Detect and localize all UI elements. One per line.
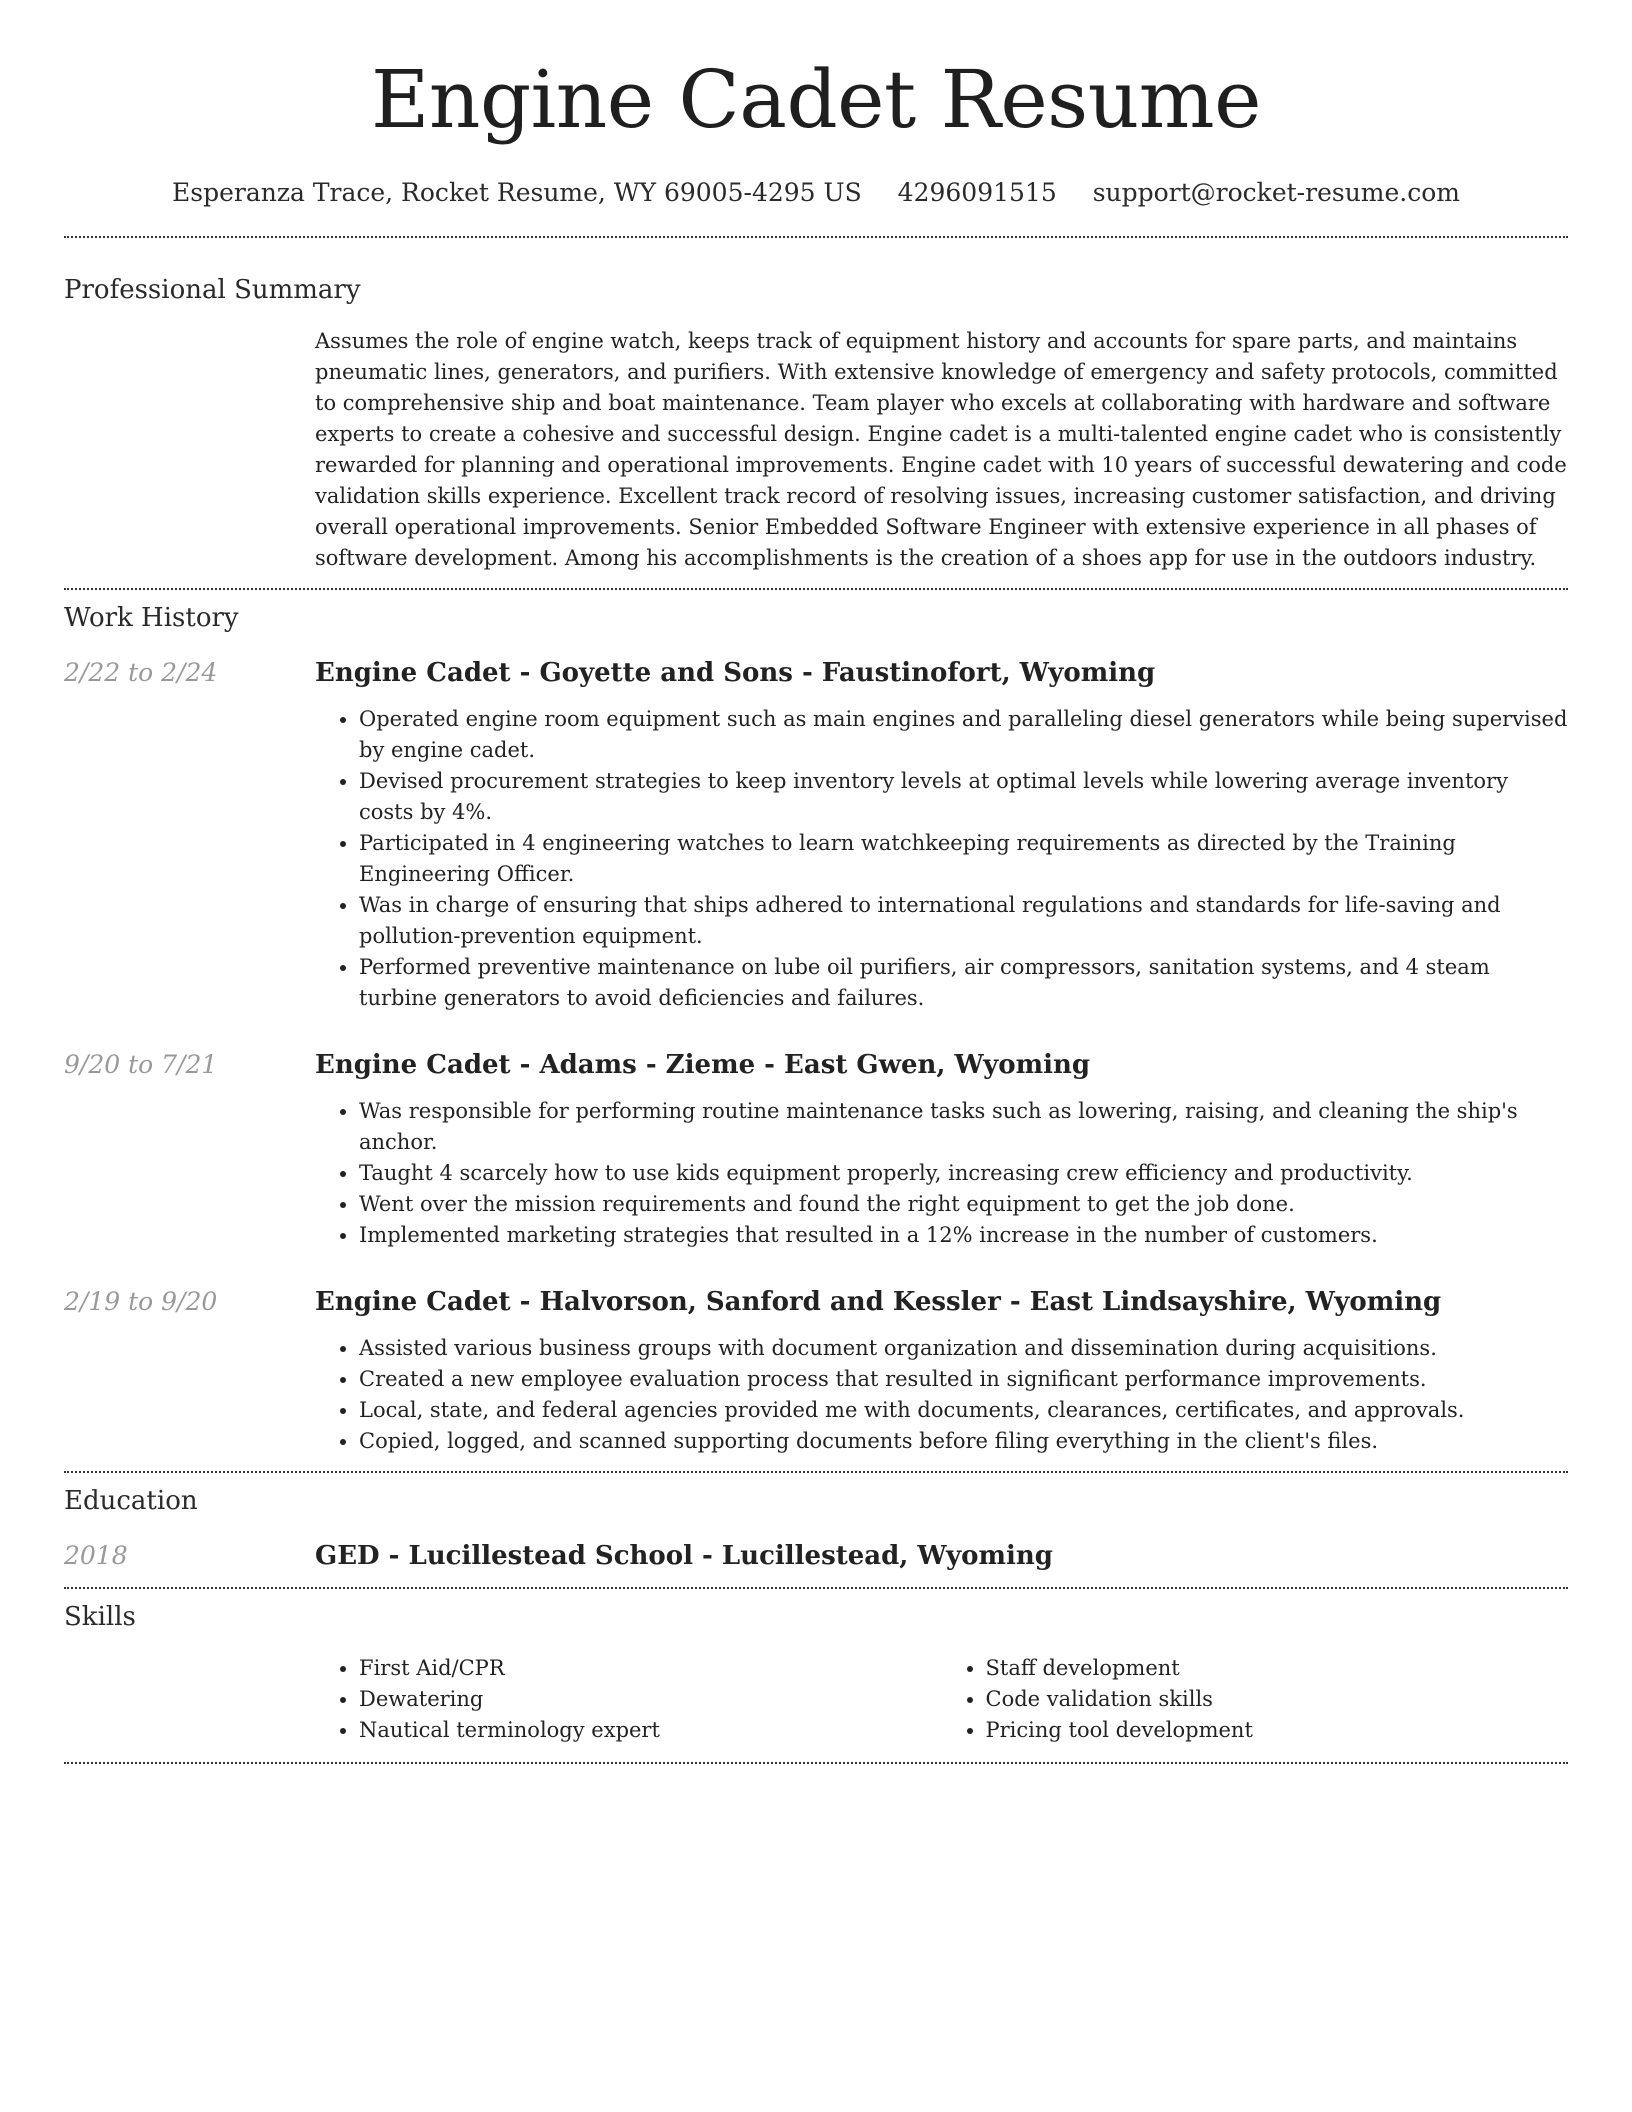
summary-text: Assumes the role of engine watch, keeps track of equipment history and accounts for spare parts, and maintains pneumatic lines, generators, and purifiers. With extensive knowledge of emergency and safety protocols, committed to comprehensive ship and boat maintenance. Team player who excels at collaborating with hardware and software experts to create a cohesive and successful design. Engine cadet is a multi-talented engine cadet who is consistently rewarded for planning and operational improvements. Engine cadet with 10 years of successful dewatering and code validation skills experience. Excellent track record of resolving issues, increasing customer satisfaction, and driving overall operational improvements. Senior Embedded Software Engineer with extensive experience in all phases of software development. Among his accomplishments is the creation of a shoes app for use in the outdoors industry. — [315, 329, 1567, 570]
list-item: • Was in charge of ensuring that ships adhered to international regulations and standards for life-saving and pollution-prevention equipment. — [359, 890, 1568, 952]
education-heading: Education — [64, 1486, 198, 1516]
list-item: • Went over the mission requirements and found the right equipment to get the job done. — [359, 1189, 1568, 1220]
list-item: • Created a new employee evaluation process that resulted in significant performance improvements. — [359, 1364, 1568, 1395]
job-bullets — [315, 1096, 1568, 1251]
education-title: GED - Lucillestead School - Lucillestead, Wyoming — [315, 1541, 1053, 1571]
skills-section — [64, 1589, 1568, 1746]
list-item: • Local, state, and federal agencies provided me with documents, clearances, certificates, and approvals. — [359, 1395, 1568, 1426]
skill-item: • Nautical terminology expert — [359, 1715, 942, 1746]
job-dates: 2/22 to 2/24 — [64, 658, 218, 687]
summary-section — [64, 238, 1568, 574]
skill-item: • First Aid/CPR — [359, 1653, 942, 1684]
job-bullets — [315, 704, 1568, 1014]
skill-item: • Pricing tool development — [986, 1715, 1569, 1746]
resume-header — [64, 0, 1568, 210]
skills-heading: Skills — [64, 1602, 136, 1632]
work-history-section — [64, 590, 1568, 1457]
job-entry — [64, 1285, 1568, 1457]
job-dates: 2/19 to 9/20 — [64, 1287, 218, 1316]
contact-line — [64, 176, 1568, 210]
list-item: • Assisted various business groups with document organization and dissemination during acquisitions. — [359, 1333, 1568, 1364]
list-item: • Was responsible for performing routine maintenance tasks such as lowering, raising, and cleaning the ship's anchor. — [359, 1096, 1568, 1158]
job-title: Engine Cadet - Halvorson, Sanford and Kessler - East Lindsayshire, Wyoming — [315, 1287, 1442, 1317]
skills-grid — [315, 1653, 1568, 1746]
job-bullets — [315, 1333, 1568, 1457]
contact-address: Esperanza Trace, Rocket Resume, WY 69005-4295 US — [171, 178, 862, 207]
job-title: Engine Cadet - Goyette and Sons - Faustinofort, Wyoming — [315, 658, 1156, 688]
summary-heading: Professional Summary — [64, 275, 361, 305]
resume-page — [64, 0, 1568, 1764]
skills-divider — [64, 1762, 1568, 1764]
work-history-heading: Work History — [64, 603, 239, 633]
list-item: • Performed preventive maintenance on lube oil purifiers, air compressors, sanitation systems, and 4 steam turbine generators to avoid deficiencies and failures. — [359, 952, 1568, 1014]
resume-title: Engine Cadet Resume — [371, 53, 1261, 146]
job-entry — [64, 656, 1568, 1014]
contact-phone: 4296091515 — [897, 178, 1057, 207]
skills-list-left — [315, 1653, 942, 1746]
list-item: • Taught 4 scarcely how to use kids equipment properly, increasing crew efficiency and productivity. — [359, 1158, 1568, 1189]
education-entry — [64, 1539, 1568, 1573]
education-section — [64, 1473, 1568, 1573]
contact-email: support@rocket-resume.com — [1092, 178, 1460, 207]
skill-item: • Staff development — [986, 1653, 1569, 1684]
list-item: • Participated in 4 engineering watches to learn watchkeeping requirements as directed by the Training Engineering Officer. — [359, 828, 1568, 890]
skill-item: • Code validation skills — [986, 1684, 1569, 1715]
education-year: 2018 — [64, 1541, 128, 1570]
job-entry — [64, 1048, 1568, 1251]
job-title: Engine Cadet - Adams - Zieme - East Gwen, Wyoming — [315, 1050, 1091, 1080]
skills-list-right — [942, 1653, 1569, 1746]
job-dates: 9/20 to 7/21 — [64, 1050, 218, 1079]
list-item: • Copied, logged, and scanned supporting documents before filing everything in the client's files. — [359, 1426, 1568, 1457]
list-item: • Implemented marketing strategies that resulted in a 12% increase in the number of customers. — [359, 1220, 1568, 1251]
list-item: • Devised procurement strategies to keep inventory levels at optimal levels while lowering average inventory costs by 4%. — [359, 766, 1568, 828]
list-item: • Operated engine room equipment such as main engines and paralleling diesel generators while being supervised by engine cadet. — [359, 704, 1568, 766]
skill-item: • Dewatering — [359, 1684, 942, 1715]
